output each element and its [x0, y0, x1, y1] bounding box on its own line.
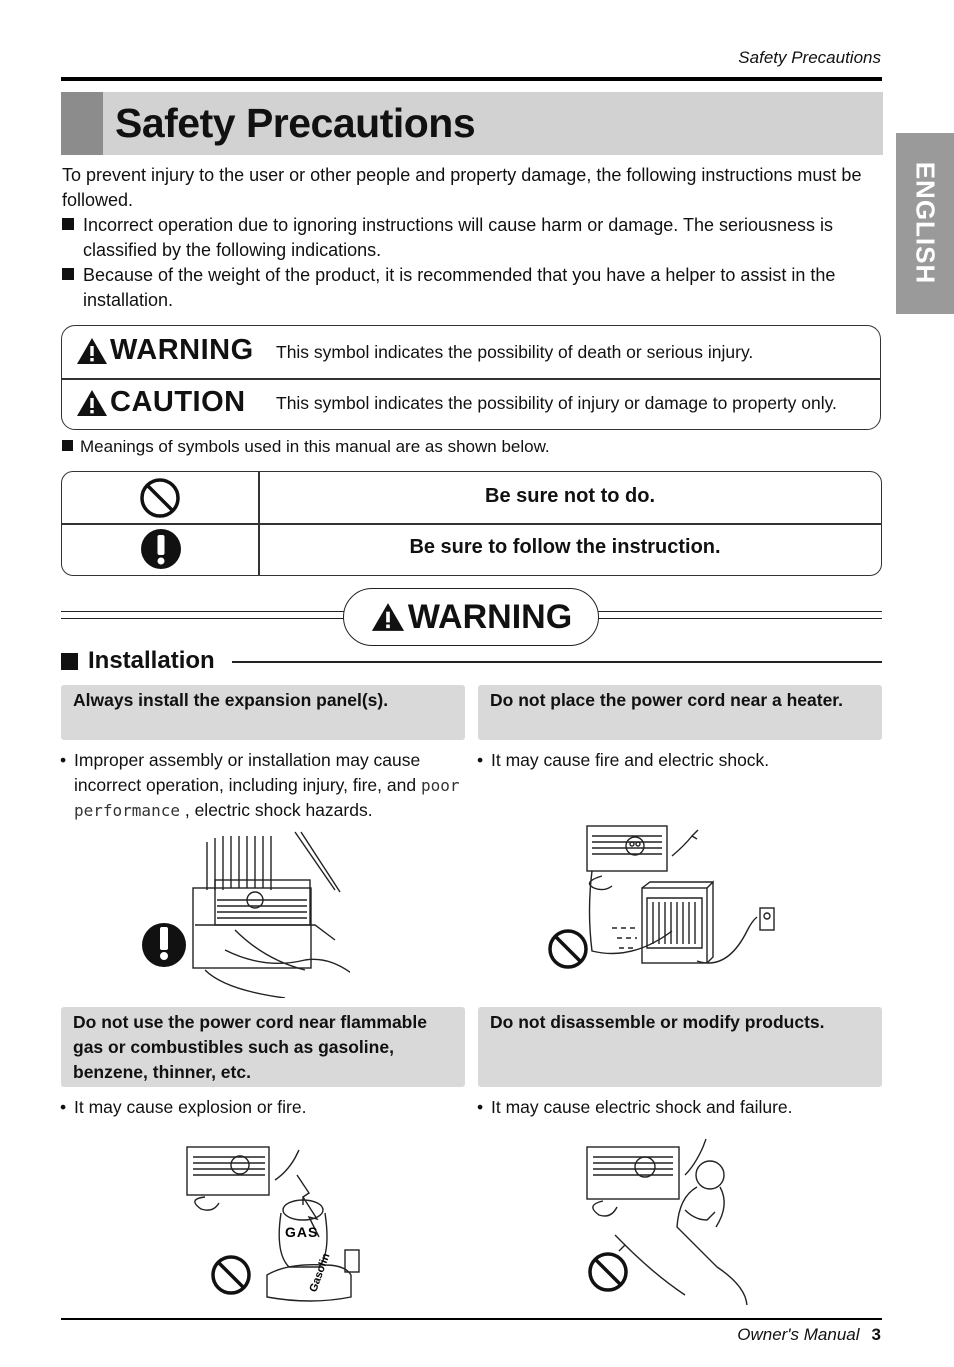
instruction-body: • It may cause fire and electric shock.: [477, 750, 770, 770]
instruction-heading: Do not use the power cord near flammable gas or combustibles such as gasoline, benzene, thinner, etc.: [61, 1007, 465, 1087]
manual-name: Owner's Manual: [737, 1325, 860, 1344]
gas-label: GAS: [285, 1224, 319, 1240]
warning-triangle-icon: [370, 602, 406, 632]
intro-text: [62, 163, 887, 313]
disassemble-illustration: [585, 1135, 760, 1305]
warning-triangle-icon: [76, 337, 108, 365]
title-accent: [61, 92, 103, 155]
symbol-meaning: Be sure not to do.: [485, 485, 655, 507]
footer-rule: [61, 1318, 882, 1320]
caution-label: CAUTION: [76, 386, 246, 419]
footer: [737, 1325, 881, 1345]
square-bullet-icon: [62, 440, 73, 451]
warning-description: This symbol indicates the possibility of death or serious injury.: [276, 342, 754, 362]
mandatory-icon: [140, 528, 182, 570]
instruction-heading: Always install the expansion panel(s).: [61, 685, 465, 740]
caution-triangle-icon: [76, 389, 108, 417]
page-number: 3: [871, 1325, 881, 1344]
instruction-body: • Improper assembly or installation may cause incorrect operation, including injury, fire, and poor performance , electric shock hazards.: [60, 750, 460, 820]
gasoline-label: Gasolin: [307, 1251, 333, 1294]
header-rule: [61, 77, 882, 81]
square-bullet-icon: [61, 653, 78, 670]
language-tab: [896, 133, 954, 314]
installation-illustration: [135, 830, 350, 998]
instruction-heading: Do not place the power cord near a heater.: [478, 685, 882, 740]
intro-bullet: Because of the weight of the product, it is recommended that you have a helper to assist in the installation.: [62, 263, 887, 313]
section-heading: Installation: [61, 647, 215, 675]
running-header: Safety Precautions: [738, 48, 881, 67]
gas-illustration: [185, 1135, 365, 1305]
square-bullet-icon: [62, 268, 74, 280]
warning-banner: WARNING: [343, 588, 599, 646]
instruction-heading: Do not disassemble or modify products.: [478, 1007, 882, 1087]
symbol-meaning: Be sure to follow the instruction.: [409, 536, 721, 558]
section-rule: [232, 661, 882, 663]
intro-paragraph: To prevent injury to the user or other people and property damage, the following instructions must be followed.: [62, 165, 862, 210]
signal-divider: [61, 378, 881, 380]
symbols-note: Meanings of symbols used in this manual are as shown below.: [62, 437, 550, 457]
intro-bullet: Incorrect operation due to ignoring instructions will cause harm or damage. The seriousness is classified by the following indications.: [62, 213, 887, 263]
instruction-body: • It may cause electric shock and failure.: [477, 1097, 793, 1117]
prohibition-icon: [139, 477, 181, 519]
square-bullet-icon: [62, 218, 74, 230]
instruction-body: • It may cause explosion or fire.: [60, 1097, 307, 1117]
symbol-table-divider: [61, 523, 882, 525]
banner-rule-left: [61, 611, 345, 619]
warning-label: WARNING: [76, 334, 254, 367]
heater-illustration: [547, 816, 782, 976]
page-title: Safety Precautions: [115, 100, 476, 146]
caution-description: This symbol indicates the possibility of injury or damage to property only.: [276, 393, 837, 413]
banner-rule-right: [597, 611, 882, 619]
language-tab-label: ENGLISH: [910, 161, 941, 285]
